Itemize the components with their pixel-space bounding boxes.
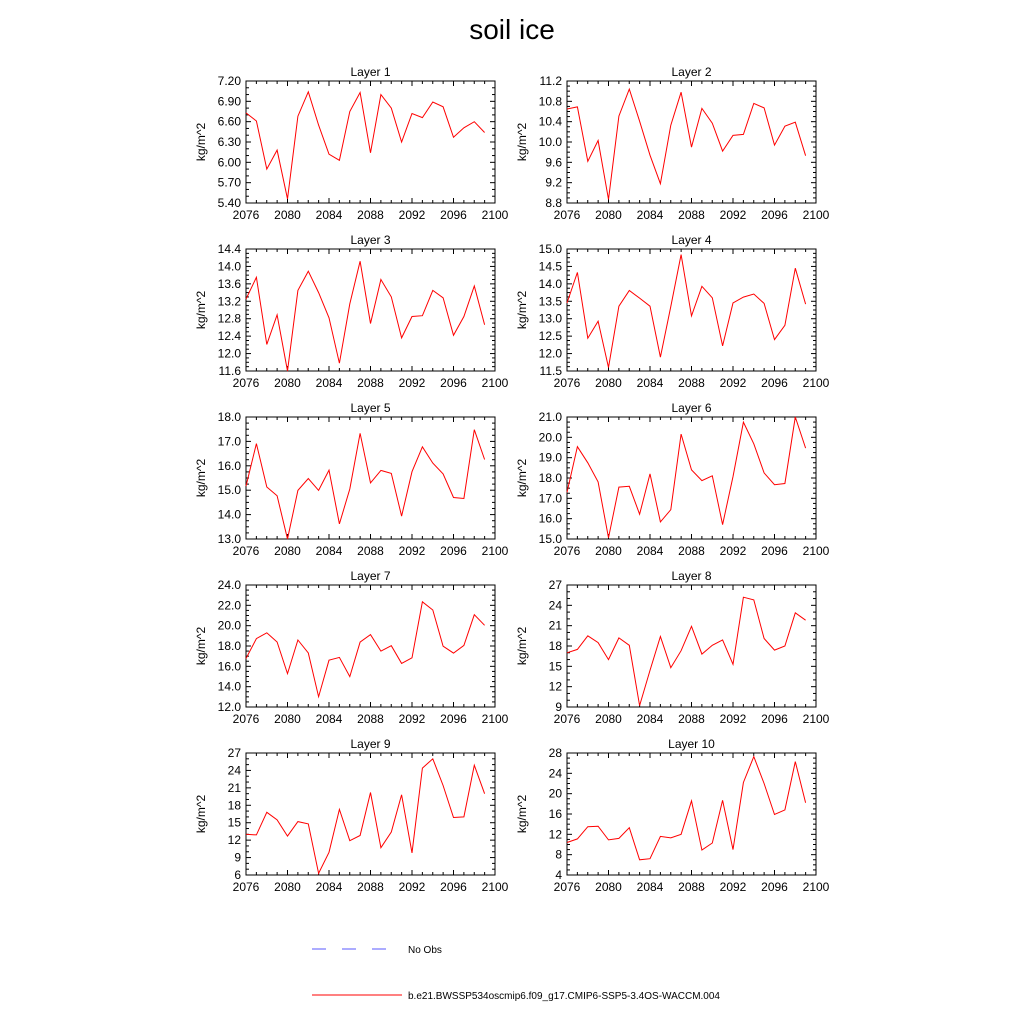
panel-title: Layer 5 — [350, 401, 391, 415]
y-axis-label: kg/m^2 — [515, 458, 529, 498]
chart-panel-3 — [194, 233, 509, 390]
x-tick-label: 2092 — [398, 880, 426, 894]
y-axis-label: kg/m^2 — [515, 122, 529, 162]
x-tick-label: 2100 — [802, 712, 830, 726]
plot-frame — [567, 81, 816, 203]
y-tick-label: 10.8 — [538, 94, 562, 109]
y-tick-label: 14.0 — [538, 276, 562, 291]
y-axis-label: kg/m^2 — [194, 122, 208, 162]
y-tick-label: 11.6 — [218, 364, 241, 378]
y-tick-label: 19.0 — [538, 450, 562, 465]
y-tick-label: 22.0 — [217, 598, 241, 613]
y-tick-label: 17.0 — [217, 434, 241, 449]
y-tick-label: 16 — [548, 807, 562, 821]
x-tick-label: 2084 — [315, 208, 343, 222]
y-tick-label: 9 — [555, 700, 562, 714]
x-tick-label: 2096 — [440, 880, 467, 894]
x-tick-label: 2100 — [481, 880, 509, 894]
x-tick-label: 2092 — [719, 376, 747, 390]
chart-panel-7 — [194, 569, 509, 726]
series-line — [246, 602, 485, 697]
y-tick-label: 6.90 — [217, 94, 241, 109]
x-tick-label: 2096 — [440, 376, 467, 390]
y-tick-label: 12 — [227, 833, 241, 848]
x-tick-label: 2088 — [678, 544, 705, 558]
y-tick-label: 28 — [548, 746, 562, 760]
y-tick-label: 8 — [555, 847, 562, 862]
x-tick-label: 2076 — [553, 376, 581, 390]
x-tick-label: 2096 — [761, 712, 788, 726]
y-tick-label: 14.0 — [217, 259, 241, 274]
y-tick-label: 12.0 — [217, 700, 241, 714]
x-tick-label: 2080 — [595, 544, 622, 558]
x-tick-label: 2088 — [678, 208, 705, 222]
x-tick-label: 2076 — [232, 880, 260, 894]
x-tick-label: 2092 — [398, 208, 426, 222]
x-tick-label: 2092 — [719, 880, 747, 894]
y-tick-label: 18.0 — [217, 410, 241, 424]
y-tick-label: 9.6 — [545, 155, 562, 170]
series-line — [567, 255, 806, 368]
series-line — [246, 261, 485, 371]
plot-frame — [567, 249, 816, 371]
y-axis-label: kg/m^2 — [515, 290, 529, 330]
y-axis-label: kg/m^2 — [515, 626, 529, 666]
y-tick-label: 21 — [548, 618, 562, 633]
y-tick-label: 27 — [227, 746, 241, 760]
x-tick-label: 2088 — [357, 208, 384, 222]
x-tick-label: 2080 — [274, 208, 301, 222]
y-tick-label: 11.5 — [539, 364, 562, 378]
x-tick-label: 2100 — [802, 208, 830, 222]
x-tick-label: 2092 — [719, 544, 747, 558]
plot-frame — [246, 585, 495, 707]
x-tick-label: 2096 — [440, 208, 467, 222]
y-axis-label: kg/m^2 — [515, 794, 529, 834]
y-tick-label: 13.6 — [217, 276, 241, 291]
y-tick-label: 24 — [548, 766, 562, 781]
series-line — [246, 759, 485, 874]
x-tick-label: 2088 — [678, 712, 705, 726]
y-tick-label: 14.0 — [217, 679, 241, 694]
x-tick-label: 2092 — [719, 712, 747, 726]
y-tick-label: 17.0 — [538, 491, 562, 506]
legend — [312, 945, 720, 1002]
panel-title: Layer 1 — [350, 65, 391, 79]
x-tick-label: 2076 — [553, 544, 581, 558]
x-tick-label: 2076 — [553, 712, 581, 726]
plot-frame — [246, 81, 495, 203]
y-axis-label: kg/m^2 — [194, 626, 208, 666]
x-tick-label: 2084 — [636, 544, 664, 558]
x-tick-label: 2088 — [357, 544, 384, 558]
y-tick-label: 21 — [227, 780, 241, 795]
x-tick-label: 2100 — [481, 544, 509, 558]
x-tick-label: 2080 — [274, 544, 301, 558]
plot-frame — [246, 753, 495, 875]
plot-frame — [567, 753, 816, 875]
y-tick-label: 7.20 — [217, 74, 241, 88]
x-tick-label: 2092 — [398, 544, 426, 558]
y-tick-label: 20 — [548, 786, 562, 801]
x-tick-label: 2076 — [232, 544, 260, 558]
panel-title: Layer 4 — [671, 233, 712, 247]
x-tick-label: 2080 — [595, 712, 622, 726]
y-tick-label: 12 — [548, 827, 562, 842]
y-tick-label: 13.2 — [217, 294, 241, 309]
panel-title: Layer 8 — [671, 569, 712, 583]
series-line — [567, 417, 806, 538]
x-tick-label: 2088 — [357, 376, 384, 390]
y-tick-label: 24 — [227, 763, 241, 778]
chart-panel-1 — [194, 65, 509, 222]
x-tick-label: 2092 — [719, 208, 747, 222]
x-tick-label: 2096 — [761, 376, 788, 390]
y-tick-label: 16.0 — [217, 458, 241, 473]
chart-panel-4 — [515, 233, 830, 390]
x-tick-label: 2080 — [595, 880, 622, 894]
panel-title: Layer 6 — [671, 401, 712, 415]
y-tick-label: 6.00 — [217, 155, 241, 170]
y-tick-label: 24 — [548, 598, 562, 613]
x-tick-label: 2076 — [553, 880, 581, 894]
x-tick-label: 2084 — [315, 880, 343, 894]
panel-title: Layer 9 — [350, 737, 391, 751]
y-tick-label: 13.0 — [217, 532, 241, 546]
y-tick-label: 10.4 — [538, 114, 562, 129]
y-tick-label: 16.0 — [217, 659, 241, 674]
chart-panel-10 — [515, 737, 830, 894]
y-tick-label: 15.0 — [217, 483, 241, 498]
x-tick-label: 2100 — [802, 880, 830, 894]
x-tick-label: 2076 — [553, 208, 581, 222]
y-tick-label: 4 — [555, 868, 562, 882]
y-tick-label: 10.0 — [538, 135, 562, 149]
series-line — [246, 430, 485, 539]
y-tick-label: 6.60 — [217, 114, 241, 129]
chart-panel-6 — [515, 401, 830, 558]
x-tick-label: 2088 — [357, 880, 384, 894]
series-line — [567, 89, 806, 199]
y-tick-label: 13.5 — [538, 294, 562, 309]
series-line — [567, 597, 806, 705]
y-tick-label: 15.0 — [538, 242, 562, 256]
x-tick-label: 2084 — [315, 376, 343, 390]
y-tick-label: 27 — [548, 578, 562, 592]
y-tick-label: 15 — [548, 659, 562, 674]
y-tick-label: 12 — [548, 679, 562, 694]
chart-panel-8 — [515, 569, 830, 726]
x-tick-label: 2084 — [636, 712, 664, 726]
y-tick-label: 12.5 — [538, 329, 562, 344]
x-tick-label: 2080 — [595, 376, 622, 390]
x-tick-label: 2100 — [802, 544, 830, 558]
x-tick-label: 2084 — [315, 544, 343, 558]
y-tick-label: 20.0 — [538, 430, 562, 445]
y-axis-label: kg/m^2 — [194, 458, 208, 498]
x-tick-label: 2100 — [481, 376, 509, 390]
y-tick-label: 15 — [227, 815, 241, 830]
x-tick-label: 2096 — [440, 712, 467, 726]
y-tick-label: 6 — [234, 868, 241, 882]
y-tick-label: 5.70 — [217, 175, 241, 190]
panel-title: Layer 7 — [350, 569, 391, 583]
x-tick-label: 2080 — [274, 712, 301, 726]
y-tick-label: 18.0 — [217, 639, 241, 653]
y-tick-label: 11.2 — [539, 74, 562, 88]
panel-title: Layer 3 — [350, 233, 391, 247]
y-tick-label: 18 — [227, 798, 241, 813]
y-tick-label: 5.40 — [217, 196, 241, 210]
y-tick-label: 12.4 — [217, 329, 241, 344]
x-tick-label: 2080 — [274, 376, 301, 390]
x-tick-label: 2080 — [595, 208, 622, 222]
y-tick-label: 16.0 — [538, 511, 562, 526]
legend-obs-label: No Obs — [408, 945, 442, 956]
y-tick-label: 6.30 — [217, 135, 241, 149]
x-tick-label: 2096 — [761, 208, 788, 222]
x-tick-label: 2092 — [398, 376, 426, 390]
x-tick-label: 2096 — [440, 544, 467, 558]
x-tick-label: 2076 — [232, 208, 260, 222]
x-tick-label: 2076 — [232, 376, 260, 390]
panel-title: Layer 2 — [671, 65, 712, 79]
x-tick-label: 2100 — [802, 376, 830, 390]
y-axis-label: kg/m^2 — [194, 794, 208, 834]
chart-panel-5 — [194, 401, 509, 558]
x-tick-label: 2076 — [232, 712, 260, 726]
series-line — [246, 92, 485, 199]
y-tick-label: 20.0 — [217, 618, 241, 633]
chart-panel-9 — [194, 737, 509, 894]
y-tick-label: 14.4 — [217, 242, 241, 256]
x-tick-label: 2088 — [357, 712, 384, 726]
x-tick-label: 2100 — [481, 712, 509, 726]
x-tick-label: 2088 — [678, 376, 705, 390]
series-line — [567, 757, 806, 860]
y-tick-label: 15.0 — [538, 532, 562, 546]
y-tick-label: 14.0 — [217, 507, 241, 522]
y-tick-label: 13.0 — [538, 311, 562, 326]
y-tick-label: 14.5 — [538, 259, 562, 274]
plot-frame — [567, 417, 816, 539]
y-axis-label: kg/m^2 — [194, 290, 208, 330]
x-tick-label: 2084 — [636, 880, 664, 894]
y-tick-label: 18.0 — [538, 471, 562, 485]
x-tick-label: 2100 — [481, 208, 509, 222]
y-tick-label: 9.2 — [545, 175, 562, 190]
y-tick-label: 12.0 — [538, 346, 562, 361]
x-tick-label: 2096 — [761, 880, 788, 894]
y-tick-label: 9 — [234, 850, 241, 865]
x-tick-label: 2092 — [398, 712, 426, 726]
plot-frame — [567, 585, 816, 707]
y-tick-label: 12.8 — [217, 311, 241, 326]
plot-frame — [246, 249, 495, 371]
figure-title: soil ice — [469, 14, 555, 45]
y-tick-label: 18 — [548, 639, 562, 653]
panel-title: Layer 10 — [668, 737, 715, 751]
y-tick-label: 21.0 — [538, 410, 562, 424]
x-tick-label: 2084 — [315, 712, 343, 726]
legend-model-label: b.e21.BWSSP534oscmip6.f09_g17.CMIP6-SSP5-3.4OS-WACCM.004 — [408, 991, 720, 1002]
y-tick-label: 8.8 — [545, 196, 562, 210]
x-tick-label: 2088 — [678, 880, 705, 894]
y-tick-label: 24.0 — [217, 578, 241, 592]
y-tick-label: 12.0 — [217, 346, 241, 361]
x-tick-label: 2080 — [274, 880, 301, 894]
chart-panel-2 — [515, 65, 830, 222]
x-tick-label: 2096 — [761, 544, 788, 558]
x-tick-label: 2084 — [636, 376, 664, 390]
x-tick-label: 2084 — [636, 208, 664, 222]
